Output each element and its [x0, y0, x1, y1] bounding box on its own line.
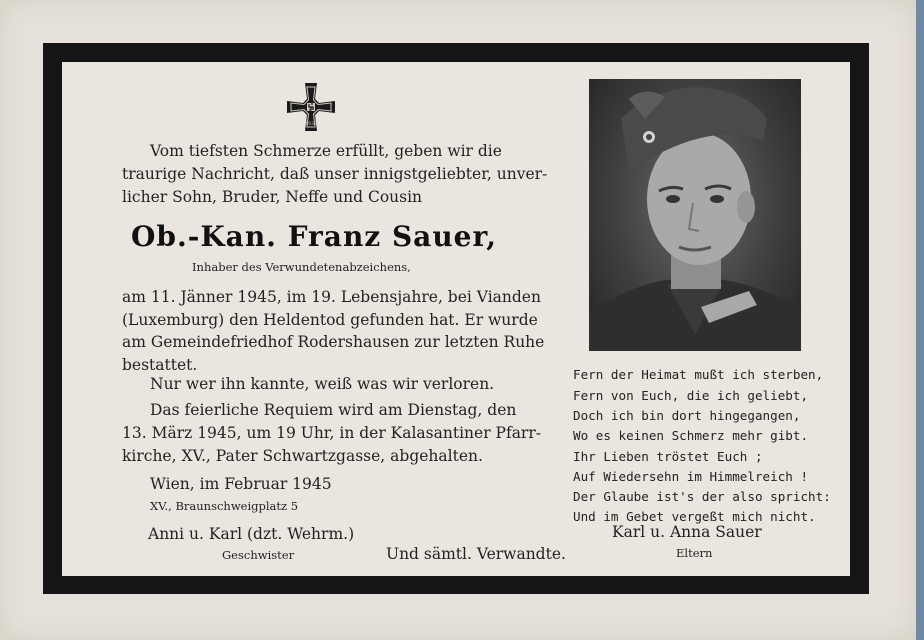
body-line-2: (Luxemburg) den Heldentod gefunden hat. Er wurde: [122, 311, 538, 329]
cross-year: 1939: [305, 122, 317, 127]
poem-line-2: Fern von Euch, die ich geliebt,: [573, 388, 809, 403]
soldier-portrait-photo: [589, 79, 801, 351]
deceased-name: Ob.-Kan. Franz Sauer,: [131, 220, 497, 253]
poem-line-4: Wo es keinen Schmerz mehr gibt.: [573, 428, 809, 443]
siblings-names: Anni u. Karl (dzt. Wehrm.): [148, 525, 355, 543]
poem-line-3: Doch ich bin dort hingegangen,: [573, 408, 801, 423]
poem-line-8: Und im Gebet vergeßt mich nicht.: [573, 509, 816, 524]
portrait-illustration: [589, 79, 801, 351]
body-line-8: kirche, XV., Pater Schwartzgasse, abgehalten.: [122, 447, 483, 465]
intro-line-1: Vom tiefsten Schmerze erfüllt, geben wir die: [150, 142, 502, 160]
decoration-line: Inhaber des Verwundetenabzeichens,: [192, 260, 411, 274]
poem-line-5: Ihr Lieben tröstet Euch ;: [573, 449, 763, 464]
body-line-1: am 11. Jänner 1945, im 19. Lebensjahre, bei Vianden: [122, 288, 541, 306]
body-line-7: 13. März 1945, um 19 Uhr, in der Kalasantiner Pfarr-: [122, 424, 541, 442]
siblings-label: Geschwister: [222, 548, 295, 562]
body-line-4: bestattet.: [122, 356, 198, 374]
intro-line-2: traurige Nachricht, daß unser innigstgeliebter, unver-: [122, 165, 548, 183]
poem-line-1: Fern der Heimat mußt ich sterben,: [573, 367, 824, 382]
iron-cross-icon: [285, 81, 337, 133]
parents-names: Karl u. Anna Sauer: [612, 523, 762, 541]
intro-line-3: licher Sohn, Bruder, Neffe und Cousin: [122, 188, 423, 206]
body-line-3: am Gemeindefriedhof Rodershausen zur letzten Ruhe: [122, 333, 545, 351]
place-date: Wien, im Februar 1945: [150, 475, 332, 493]
poem-line-6: Auf Wiedersehn im Himmelreich !: [573, 469, 809, 484]
body-line-6: Das feierliche Requiem wird am Dienstag, den: [150, 401, 517, 419]
body-line-5: Nur wer ihn kannte, weiß was wir verloren.: [150, 375, 495, 393]
relatives-line: Und sämtl. Verwandte.: [386, 545, 566, 563]
poem-line-7: Der Glaube ist's der also spricht:: [573, 489, 831, 504]
address: XV., Braunschweigplatz 5: [150, 499, 299, 513]
parents-label: Eltern: [676, 546, 713, 560]
